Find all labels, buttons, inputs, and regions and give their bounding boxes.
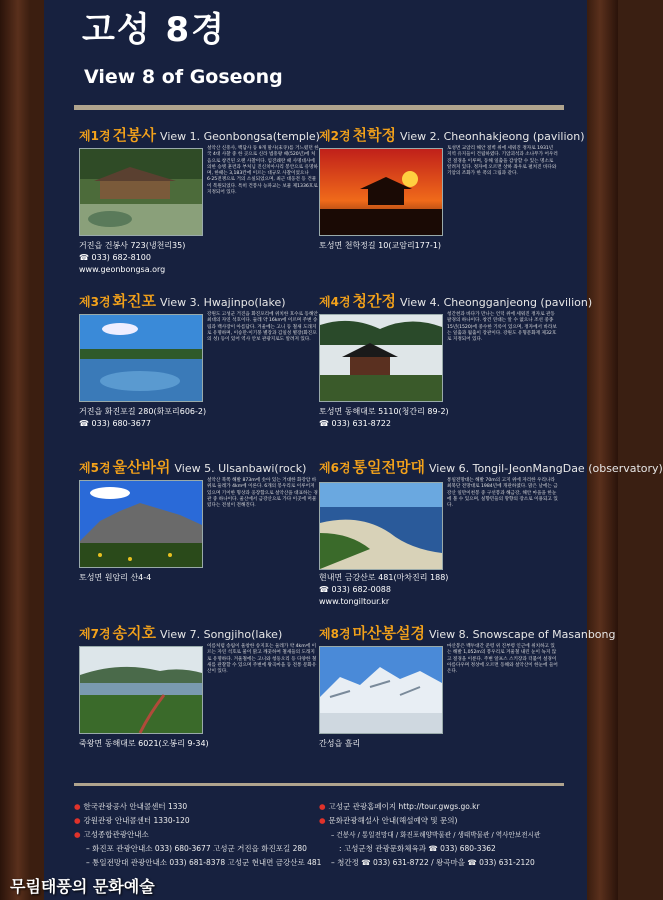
bullet-icon: ● — [319, 802, 326, 811]
view-name-ko: 건봉사 — [112, 126, 157, 144]
footer-line: ● 고성종합관광안내소 — [74, 830, 149, 839]
address-line: 토성면 동해대로 5110(청간리 89-2) — [319, 407, 449, 416]
view-card — [319, 456, 663, 626]
view-description: 이름처럼 송림이 울창한 송지호는 둘레가 약 4km에 이르는 자연 석호로 물이 맑고 깨끗하여 철새들의 도래지로 유명하다. 겨울철에는 고니와 청둥오리 등 다양한 철새를 관찰할 수 있으며 주변에 왕곡마을 등 전통 문화유산이 있다. — [207, 644, 317, 675]
view-address — [319, 572, 559, 608]
view-description: 청간천과 바다가 만나는 언덕 위에 세워진 정자로 관동팔경의 하나이다. 창건 연대는 알 수 없으나 조선 중종 15년(1520)에 중수한 기록이 있으며, 정자에서 바라보는 일출과 월출이 장관이다. 강원도 유형문화재 제32호로 지정되어 있다. — [447, 312, 557, 343]
pavilion-pine-photo — [319, 314, 443, 402]
view-card — [319, 124, 585, 294]
footer-line: ● 고성군 관광홈페이지 http://tour.gwgs.go.kr — [319, 802, 480, 811]
footer-line: : 고성군청 관광문화체육과 ☎ 033) 680-3362 — [339, 844, 496, 853]
view-description: 마산봉은 백두대간 준령 위 진부령 인근에 위치하고 있는 해발 1,052m의 봉우리로 겨울철 내린 눈이 녹지 않고 절경을 이룬다. 주변 알프스 스키장과 더불어 설경이 아름다우며 정상에 오르면 동해와 설악산이 한눈에 들어온다. — [447, 644, 558, 675]
view-name-en: View 3. Hwajinpo(lake) — [160, 296, 286, 309]
board-title-en: View 8 of Goseong — [84, 66, 283, 88]
view-name-ko: 천학정 — [352, 126, 397, 144]
view-name-en: View 4. Cheongganjeong (pavilion) — [400, 296, 593, 309]
address-line: 토성면 원암리 산4-4 — [79, 573, 152, 582]
view-address — [319, 406, 559, 430]
address-line: 토성면 천학정길 10(교암리177-1) — [319, 241, 442, 250]
view-name-en: View 2. Cheonhakjeong (pavilion) — [400, 130, 585, 143]
footer-line: – 청간정 ☎ 033) 631-8722 / 왕곡마을 ☎ 033) 631-2120 — [331, 858, 535, 867]
rock-mountain-photo — [79, 480, 203, 568]
view-number: 제8경 — [319, 627, 351, 641]
view-description: 설악산 북쪽 해발 873m에 솟아 있는 거대한 화강암 바위로 둘레가 4km에 이른다. 6개의 봉우리로 이루어져 있으며 기이한 형상과 웅장함으로 설악산을 대표하는 경관 중 하나이다. 울산에서 금강산으로 가다 이곳에 머물렀다는 전설이 전해진다. — [207, 478, 318, 509]
view-name-ko: 화진포 — [112, 292, 157, 310]
top-divider — [74, 105, 564, 110]
view-card — [79, 456, 319, 626]
view-number: 제6경 — [319, 461, 351, 475]
website-line: www.tongiltour.kr — [319, 597, 390, 606]
coastline-photo — [319, 482, 443, 570]
bullet-icon: ● — [74, 802, 81, 811]
address-line: 간성읍 흘리 — [319, 739, 361, 748]
view-name-en: View 8. Snowscape of Masanbong — [429, 628, 616, 641]
view-address — [319, 738, 559, 750]
view-name-ko: 통일전망대 — [352, 458, 425, 476]
board-title-ko: 고성 8경 — [82, 10, 227, 50]
view-name-ko: 마산봉설경 — [352, 624, 425, 642]
view-address — [79, 738, 319, 750]
view-address — [319, 240, 559, 252]
bullet-icon: ● — [319, 816, 326, 825]
watermark: 무림태풍의 문화예술 — [10, 877, 155, 896]
view-address — [79, 572, 319, 584]
view-name-ko: 청간정 — [352, 292, 397, 310]
pavilion-sunrise-photo — [319, 148, 443, 236]
footer-line: – 통일전망대 관광안내소 033) 681-8378 고성군 현내면 금강산로 481 — [86, 858, 322, 867]
bullet-icon: ● — [74, 830, 81, 839]
view-card — [79, 290, 319, 460]
snowscape-photo — [319, 646, 443, 734]
view-address — [79, 406, 319, 430]
view-name-ko: 송지호 — [112, 624, 157, 642]
bottom-divider — [74, 783, 564, 786]
lake-photo — [79, 314, 203, 402]
website-line: www.geonbongsa.org — [79, 265, 166, 274]
view-number: 제5경 — [79, 461, 111, 475]
view-card — [79, 124, 319, 294]
footer-line: – 건봉사 / 통일전망대 / 화진포해양박물관 / 생태박물관 / 역사안보전시관 — [331, 831, 541, 839]
phone-line: ☎ 033) 680-3677 — [79, 419, 151, 428]
view-description: 통일전망대는 해발 70m의 고지 위에 자리한 우리나라 최북단 전망대로 1984년에 개관하였다. 맑은 날에는 금강산 일만이천봉 중 구선봉과 해금강, 해안 마을을 한눈에 볼 수 있으며, 실향민들의 망향의 장소로 이용되고 있다. — [447, 478, 558, 509]
bullet-icon: ● — [74, 816, 81, 825]
phone-line: ☎ 033) 631-8722 — [319, 419, 391, 428]
phone-line: ☎ 033) 682-0088 — [319, 585, 391, 594]
footer-line: ● 강원관광 안내콜센터 1330-120 — [74, 816, 190, 825]
view-description: 설악산 신흥사, 백담사 등 9개 말사(末寺)를 거느렸던 한국 4대 사찰 중 한 곳으로 신라 법흥왕 때(520년)에 처음으로 창건된 오랜 사찰이다. 임진왜란 때 사명대사에 의한 승병 훈련과 부처님 진신치아사리 봉안으로 유명하며, 한때는 3,183칸에 이르는 대규모 사찰이었으나 6·25전쟁으로 거의 소실되었으며, 최근 대웅전 등 건물이 복원되었다. 특히 건봉사 능파교는 보물 제1336호로 지정되어 있다. — [207, 146, 319, 196]
view-name-en: View 1. Geonbongsa(temple) — [160, 130, 320, 143]
footer-left — [74, 800, 322, 870]
footer-line: ● 한국관광공사 안내콜센터 1330 — [74, 802, 188, 811]
view-number: 제3경 — [79, 295, 111, 309]
view-description: 강원도 고성군 거진읍 화진포리에 위치한 호수로 동해안 최대의 자연 석호이다. 둘레 약 16km에 이르며 주변 송림과 백사장이 아름답다. 겨울에는 고니 등 철새 도래지로 유명하며, 이승만·이기붕 별장과 김일성 별장(화진포의 성) 등이 있어 역사 안보 관광지로도 알려져 있다. — [207, 312, 318, 343]
view-number: 제1경 — [79, 129, 111, 143]
footer-line: ● 문화관광해설사 안내(해설예약 및 문의) — [319, 816, 458, 825]
view-name-en: View 6. Tongil-JeonMangDae (observatory) — [429, 462, 663, 475]
address-line: 죽왕면 동해대로 6021(오봉리 9-34) — [79, 739, 209, 748]
view-card — [79, 622, 319, 792]
view-card — [319, 290, 593, 460]
view-name-en: View 7. Songjiho(lake) — [160, 628, 283, 641]
view-number: 제7경 — [79, 627, 111, 641]
pine-lake-photo — [79, 646, 203, 734]
view-number: 제2경 — [319, 129, 351, 143]
view-description: 토성면 교암리 해안 절벽 위에 세워진 정자로 1931년 지역 유지들이 건립하였다. 기암괴석과 소나무가 어우러진 절경을 이루며, 동해 일출을 감상할 수 있는 명소로 알려져 있다. 정자에 오르면 상하 좌우로 펼쳐진 바다와 기암의 조화가 한 폭의 그림과 같다. — [447, 146, 558, 177]
address-line: 거진읍 건봉사 723(냉천리35) — [79, 241, 186, 250]
footer-right — [319, 800, 564, 870]
phone-line: ☎ 033) 682-8100 — [79, 253, 151, 262]
address-line: 현내면 금강산로 481(마차진리 188) — [319, 573, 449, 582]
view-address — [79, 240, 319, 276]
footer-line: – 화진포 관광안내소 033) 680-3677 고성군 거진읍 화진포길 280 — [86, 844, 307, 853]
view-number: 제4경 — [319, 295, 351, 309]
view-card — [319, 622, 616, 792]
address-line: 거진읍 화진포길 280(화포리606-2) — [79, 407, 207, 416]
sign-board — [44, 0, 663, 900]
view-name-en: View 5. Ulsanbawi(rock) — [174, 462, 307, 475]
view-name-ko: 울산바위 — [112, 458, 171, 476]
temple-photo — [79, 148, 203, 236]
